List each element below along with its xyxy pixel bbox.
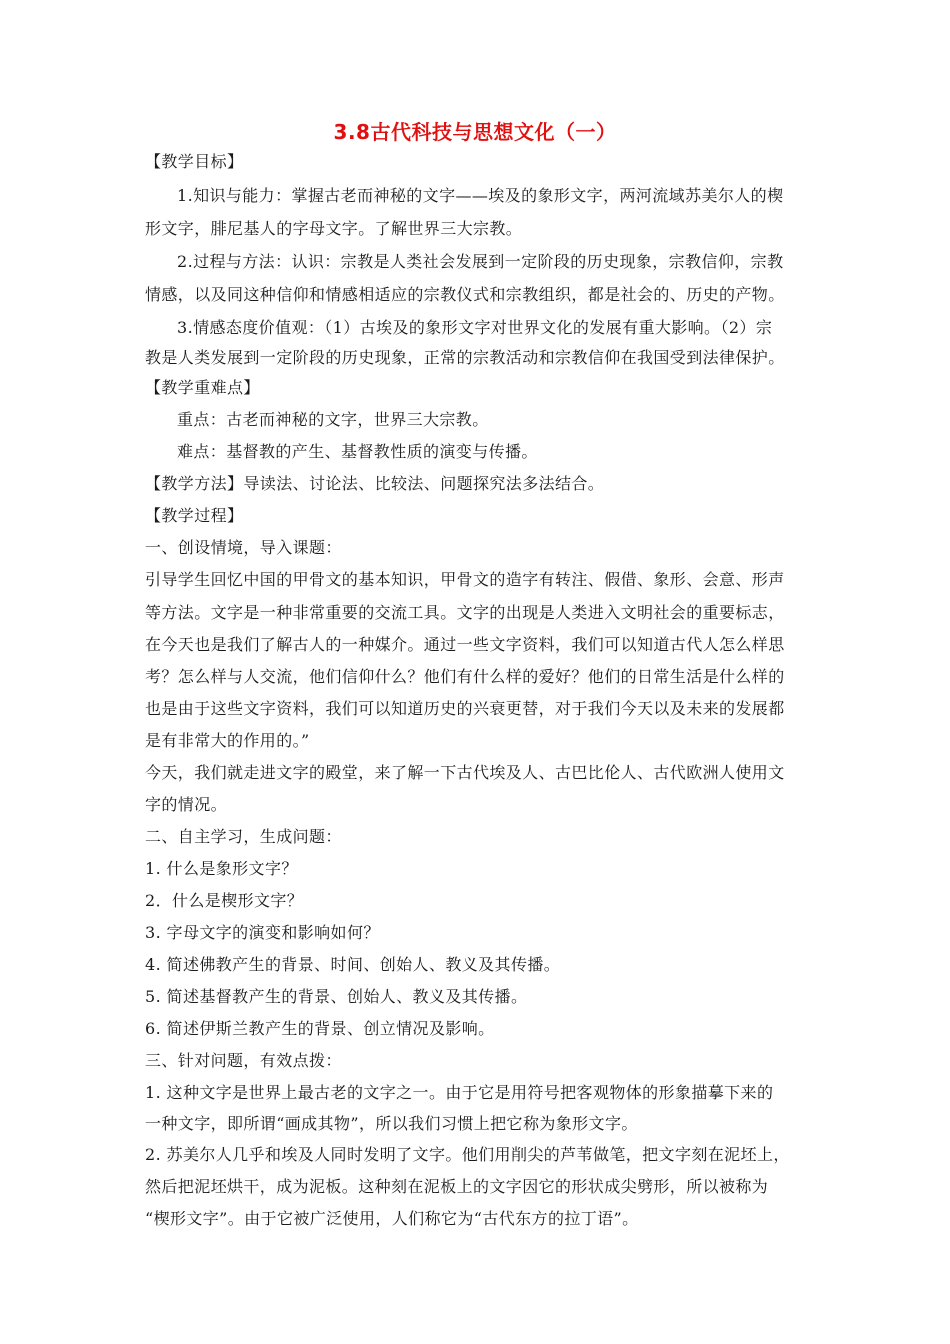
text-line: 一种文字，即所谓“画成其物”，所以我们习惯上把它称为象形文字。	[145, 1114, 638, 1133]
section-heading-key-points: 【教学重难点】	[145, 378, 260, 397]
section-heading-objectives: 【教学目标】	[145, 152, 244, 171]
text-line: 教是人类发展到一定阶段的历史现象，正常的宗教活动和宗教信仰在我国受到法律保护。	[145, 348, 785, 367]
text-line: 1. 这种文字是世界上最古老的文字之一。由于它是用符号把客观物体的形象描摹下来的	[145, 1083, 774, 1102]
text-line: 2. 苏美尔人几乎和埃及人同时发明了文字。他们用削尖的芦苇做笔，把文字刻在泥坯上，	[145, 1145, 790, 1164]
text-line: “楔形文字”。由于它被广泛使用，人们称它为“古代东方的拉丁语”。	[145, 1209, 639, 1228]
text-line: 然后把泥坯烘干，成为泥板。这种刻在泥板上的文字因它的形状成尖劈形，所以被称为	[145, 1177, 769, 1196]
text-line: 等方法。文字是一种非常重要的交流工具。文字的出现是人类进入文明社会的重要标志，	[145, 603, 785, 622]
page-title: 3.8古代科技与思想文化（一）	[333, 120, 617, 144]
list-item: 4. 简述佛教产生的背景、时间、创始人、教义及其传播。	[145, 955, 561, 974]
text-line: 3.情感态度价值观：（1）古埃及的象形文字对世界文化的发展有重大影响。（2）宗	[177, 318, 773, 337]
list-item: 6. 简述伊斯兰教产生的背景、创立情况及影响。	[145, 1019, 495, 1038]
subsection-heading: 三、针对问题，有效点拨：	[145, 1051, 342, 1070]
text-line: 考？怎么样与人交流，他们信仰什么？他们有什么样的爱好？他们的日常生活是什么样的	[145, 667, 785, 686]
section-heading-process: 【教学过程】	[145, 506, 244, 525]
subsection-heading: 二、自主学习，生成问题：	[145, 827, 342, 846]
list-item: 2．什么是楔形文字？	[145, 891, 304, 910]
text-line: 形文字，腓尼基人的字母文字。了解世界三大宗教。	[145, 219, 523, 238]
section-heading-methods: 【教学方法】导读法、讨论法、比较法、问题探究法多法结合。	[145, 474, 605, 493]
text-line: 1.知识与能力：掌握古老而神秘的文字——埃及的象形文字，两河流域苏美尔人的楔	[177, 186, 784, 205]
text-line: 难点：基督教的产生、基督教性质的演变与传播。	[177, 442, 538, 461]
text-line: 今天，我们就走进文字的殿堂，来了解一下古代埃及人、古巴比伦人、古代欧洲人使用文	[145, 763, 785, 782]
text-line: 是有非常大的作用的。”	[145, 731, 310, 750]
text-line: 情感，以及同这种信仰和情感相适应的宗教仪式和宗教组织，都是社会的、历史的产物。	[145, 285, 785, 304]
text-line: 字的情况。	[145, 795, 228, 814]
text-line: 也是由于这些文字资料，我们可以知道历史的兴衰更替，对于我们今天以及未来的发展都	[145, 699, 785, 718]
subsection-heading: 一、创设情境，导入课题：	[145, 538, 342, 557]
list-item: 1. 什么是象形文字？	[145, 859, 298, 878]
list-item: 5. 简述基督教产生的背景、创始人、教义及其传播。	[145, 987, 528, 1006]
text-line: 重点：古老而神秘的文字，世界三大宗教。	[177, 410, 489, 429]
text-line: 2.过程与方法：认识：宗教是人类社会发展到一定阶段的历史现象，宗教信仰，宗教	[177, 252, 784, 271]
text-line: 在今天也是我们了解古人的一种媒介。通过一些文字资料，我们可以知道古代人怎么样思	[145, 635, 785, 654]
text-line: 引导学生回忆中国的甲骨文的基本知识，甲骨文的造字有转注、假借、象形、会意、形声	[145, 570, 785, 589]
list-item: 3. 字母文字的演变和影响如何？	[145, 923, 380, 942]
